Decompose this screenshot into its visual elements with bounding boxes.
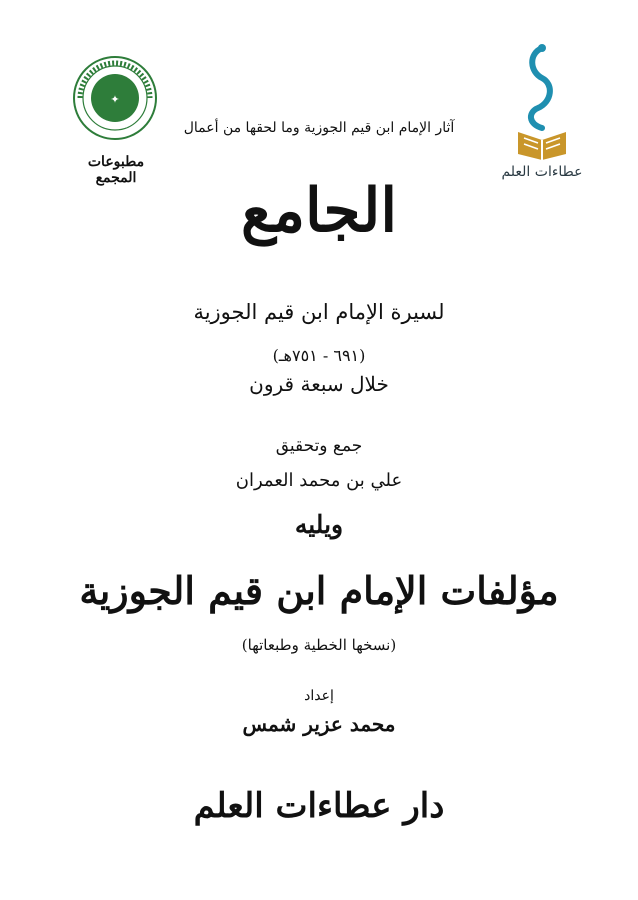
series-title: آثار الإمام ابن قيم الجوزية وما لحقها من أعمال — [183, 120, 455, 136]
second-title: مؤلفات الإمام ابن قيم الجوزية — [79, 568, 559, 613]
period-text: خلال سبعة قرون — [249, 372, 389, 396]
author-name: علي بن محمد العمران — [235, 470, 403, 491]
publisher-logo — [501, 44, 583, 184]
lifespan-dates: (٦٩١ - ٧٥١هـ) — [272, 346, 366, 365]
compiled-label: جمع وتحقيق — [275, 436, 363, 456]
second-subtitle: (نسخها الخطية وطبعاتها) — [241, 636, 397, 654]
book-subtitle: لسيرة الإمام ابن قيم الجوزية — [193, 300, 445, 324]
prepared-label: إعداد — [304, 688, 334, 704]
book-title: الجامع — [240, 176, 398, 246]
seal-caption: مطبوعات المجمع — [87, 154, 145, 186]
book-logo-icon — [508, 44, 576, 164]
publisher-logo-caption: عطاءات العلم — [501, 164, 583, 180]
publisher-name: دار عطاءات العلم — [193, 786, 445, 826]
followed-by: ويليه — [294, 510, 344, 539]
svg-text:✦: ✦ — [110, 93, 120, 106]
preparer-name: محمد عزير شمس — [242, 712, 396, 736]
